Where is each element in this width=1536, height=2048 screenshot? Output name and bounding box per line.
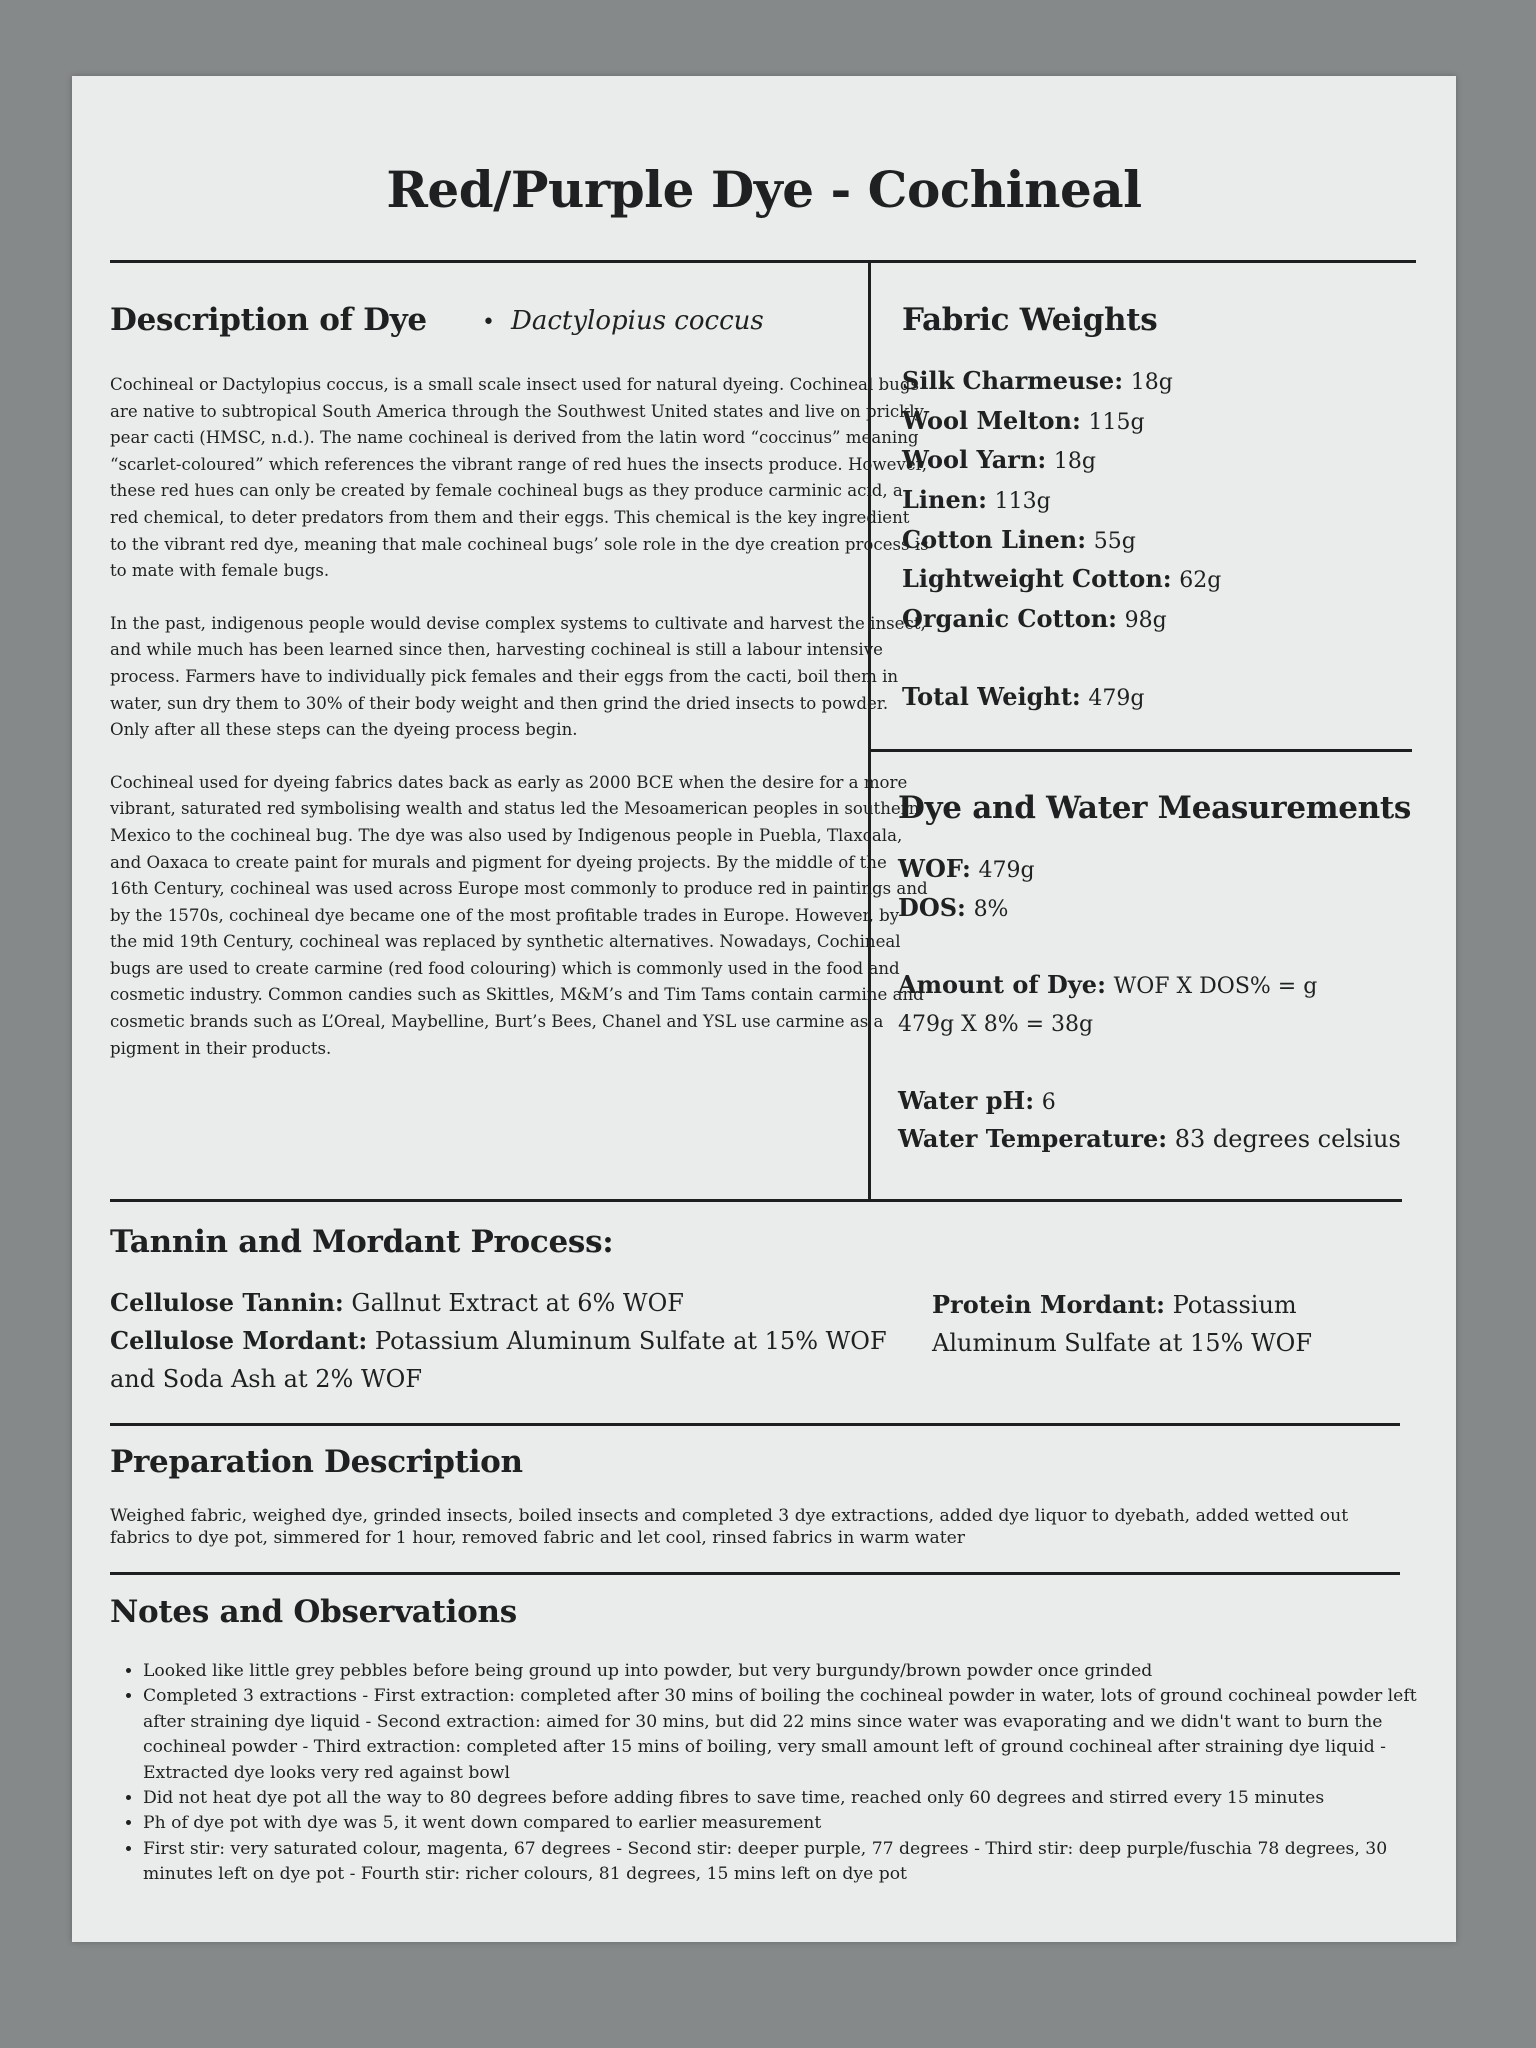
list-item: • Completed 3 extractions - First extraction: completed after 30 mins of boiling the cochineal powder in water, lots of ground cochineal powder left after straining dye liquid - Second extraction: aimed for 30 mins, but did 22 mins since water was evaporating and we didn't want to burn the cochineal powder - Third extraction: completed after 15 mins of boiling, very small amount left of ground cochineal after straining dye liquid - Extracted dye looks very red against bowl (143, 1684, 1453, 1786)
fabric-label: Silk Charmeuse: (902, 366, 1124, 395)
water-ph-row (898, 1086, 1056, 1115)
dos-value: 8% (973, 897, 1009, 922)
description-paragraph: Cochineal or Dactylopius coccus, is a small scale insect used for natural dyeing. Cochineal bugs are native to subtropical South America through the Southwest United states and live on prickly pear cacti (HMSC, n.d.). The name cochineal is derived from the latin word “coccinus” meaning “scarlet-coloured” which references the vibrant range of red hues the insects produce. However, these red hues can only be created by female cochineal bugs as they produce carminic acid, a red chemical, to deter predators from them and their eggs. This chemical is the key ingredient to the vibrant red dye, meaning that male cochineal bugs’ sole role in the dye creation process is to mate with female bugs. (110, 375, 929, 581)
amount-of-dye-row (898, 970, 1317, 999)
description-body (110, 372, 930, 1088)
fabric-label: Lightweight Cotton: (902, 564, 1172, 593)
measurements-heading: Dye and Water Measurements (898, 790, 1412, 826)
divider-right-middle (868, 749, 1412, 752)
cellulose-block (110, 1284, 910, 1398)
species-text: Dactylopius coccus (510, 306, 764, 336)
preparation-heading: Preparation Description (110, 1444, 523, 1480)
divider-top (110, 260, 1416, 263)
total-weight-value: 479g (1088, 686, 1145, 711)
divider-below-tannin (110, 1423, 1400, 1426)
fabric-label: Cotton Linen: (902, 525, 1087, 554)
water-temperature-label: Water Temperature: (898, 1124, 1168, 1153)
fabric-value: 115g (1088, 410, 1145, 435)
fabric-label: Linen: (902, 485, 988, 514)
amount-of-dye-calc: 479g X 8% = 38g (898, 1012, 1094, 1037)
wof-value: 479g (978, 858, 1035, 883)
cellulose-mordant-line (110, 1322, 910, 1398)
water-temperature-row (898, 1124, 1401, 1153)
description-heading: Description of Dye (110, 302, 427, 338)
cellulose-tannin-value: Gallnut Extract at 6% WOF (351, 1289, 684, 1317)
fabric-value: 98g (1124, 608, 1167, 633)
fabric-label: Organic Cotton: (902, 604, 1118, 633)
dos-row (898, 893, 1008, 922)
description-paragraph: Cochineal used for dyeing fabrics dates back as early as 2000 BCE when the desire for a more vibrant, saturated red symbolising wealth and status led the Mesoamerican peoples in southern Mexico to the cochineal bug. The dye was also used by Indigenous people in Puebla, Tlaxcala, and Oaxaca to create paint for murals and pigment for dyeing projects. By the middle of the 16th Century, cochineal was used across Europe most commonly to produce red in paintings and by the 1570s, cochineal dye became one of the most profitable trades in Europe. However, by the mid 19th Century, cochineal was replaced by synthetic alternatives. Nowadays, Cochineal bugs are used to create carmine (red food colouring) which is commonly used in the food and cosmetic industry. Common candies such as Skittles, M&M’s and Tim Tams contain carmine and cosmetic brands such as L’Oreal, Maybelline, Burt’s Bees, Chanel and YSL use carmine as a pigment in their products. (110, 772, 928, 1058)
cellulose-mordant-label: Cellulose Mordant: (110, 1326, 368, 1355)
protein-mordant-label: Protein Mordant: (932, 1290, 1165, 1319)
list-item: • Looked like little grey pebbles before being ground up into powder, but very burgundy/brown powder once grinded (143, 1659, 1453, 1684)
fabric-weight-row (902, 445, 1096, 474)
list-item: • First stir: very saturated colour, magenta, 67 degrees - Second stir: deeper purple, 77 degrees - Third stir: deep purple/fuschia 78 degrees, 30 minutes left on dye pot - Fourth stir: richer colours, 81 degrees, 15 mins left on dye pot (143, 1837, 1453, 1888)
fabric-label: Wool Melton: (902, 406, 1081, 435)
bullet-icon: • (482, 310, 495, 335)
water-ph-label: Water pH: (898, 1086, 1035, 1115)
paper-sheet (72, 76, 1456, 1942)
wof-row (898, 854, 1035, 883)
list-item: • Did not heat dye pot all the way to 80 degrees before adding fibres to save time, reached only 60 degrees and stirred every 15 minutes (143, 1786, 1453, 1811)
cellulose-tannin-line (110, 1284, 910, 1322)
dos-label: DOS: (898, 893, 966, 922)
total-weight-label: Total Weight: (902, 682, 1081, 711)
page-title: Red/Purple Dye - Cochineal (386, 160, 1142, 219)
fabric-weight-row (902, 366, 1173, 395)
fabric-value: 55g (1093, 529, 1136, 554)
protein-block (932, 1286, 1362, 1362)
fabric-value: 62g (1179, 568, 1222, 593)
fabric-weight-row (902, 564, 1221, 593)
fabric-weight-row (902, 485, 1051, 514)
fabric-weights-heading: Fabric Weights (902, 302, 1158, 338)
divider-below-description (110, 1199, 1402, 1202)
fabric-weight-row (902, 406, 1145, 435)
amount-of-dye-label: Amount of Dye: (898, 970, 1106, 999)
amount-of-dye-formula: WOF X DOS% = g (1113, 974, 1318, 999)
fabric-weight-row (902, 604, 1167, 633)
tannin-heading: Tannin and Mordant Process: (110, 1224, 614, 1260)
water-temperature-value: 83 degrees celsius (1174, 1125, 1401, 1153)
notes-list (110, 1659, 1453, 1888)
cellulose-mordant-value: Potassium Aluminum Sulfate at 15% WOF and Soda Ash at 2% WOF (110, 1327, 887, 1393)
total-weight-row (902, 682, 1145, 711)
description-paragraph: In the past, indigenous people would devise complex systems to cultivate and harvest the insect, and while much has been learned since then, harvesting cochineal is still a labour intensive process. Farmers have to individually pick females and their eggs from the cacti, boil them in water, sun dry them to 30% of their body weight and then grind the dried insects to powder. Only after all these steps can the dyeing process begin. (110, 613, 926, 740)
notes-heading: Notes and Observations (110, 1594, 517, 1630)
wof-label: WOF: (898, 854, 971, 883)
preparation-text: Weighed fabric, weighed dye, grinded insects, boiled insects and completed 3 dye extractions, added dye liquor to dyebath, added wetted out fabrics to dye pot, simmered for 1 hour, removed fabric and let cool, rinsed fabrics in warm water (110, 1506, 1349, 1548)
protein-mordant-value: Potassium Aluminum Sulfate at 15% WOF (932, 1291, 1312, 1357)
fabric-value: 18g (1053, 449, 1096, 474)
divider-below-preparation (110, 1572, 1400, 1575)
fabric-weight-row (902, 525, 1136, 554)
amount-calc-row (898, 1009, 1093, 1037)
fabric-label: Wool Yarn: (902, 445, 1047, 474)
list-item: • Ph of dye pot with dye was 5, it went down compared to earlier measurement (143, 1811, 1453, 1836)
fabric-value: 18g (1130, 370, 1173, 395)
species-name (482, 306, 764, 336)
cellulose-tannin-label: Cellulose Tannin: (110, 1288, 344, 1317)
water-ph-value: 6 (1041, 1090, 1056, 1115)
fabric-value: 113g (994, 489, 1051, 514)
